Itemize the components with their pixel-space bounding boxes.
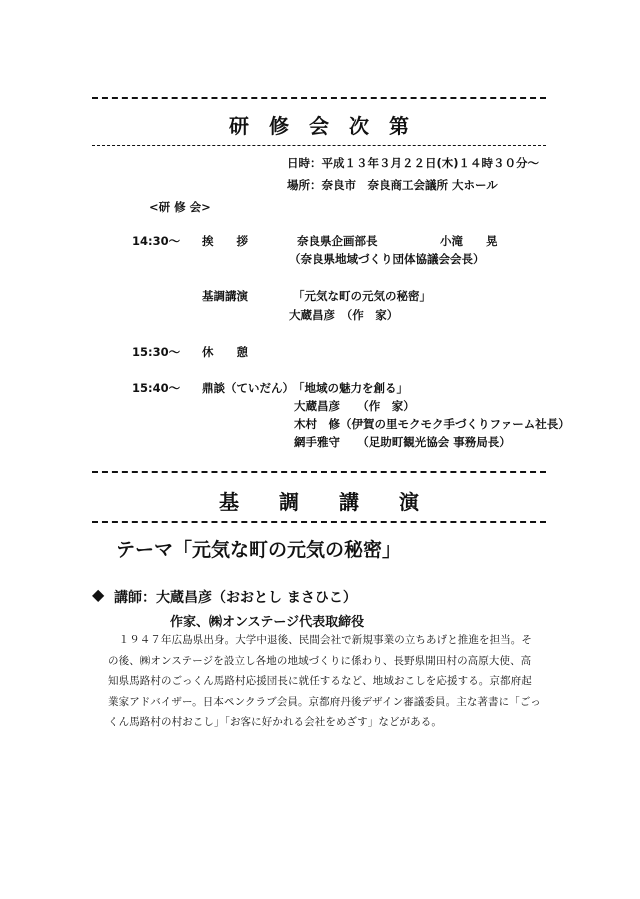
- schedule-time: 15:40～: [132, 381, 181, 395]
- panelist: 木村 修（伊賀の里モクモク手づくりファーム社長）: [294, 417, 570, 431]
- bio-line: くん馬路村の村おこし」「お客に好かれる会社をめざす」などがある。: [108, 716, 442, 728]
- bio-line: 知県馬路村のごっくん馬路村応援団長に就任するなど、地域おこしを応援する。京都府起: [108, 675, 532, 687]
- program-heading: 研 修 会 次 第: [229, 114, 409, 138]
- speaker-name: 小滝 晃: [440, 234, 498, 248]
- bio-line: １９４７年広島県出身。大学中退後、民間会社で新規事業の立ちあげと推進を担当。そ: [108, 634, 532, 646]
- event-venue: 場所：奈良市 奈良商工会議所 大ホール: [287, 178, 498, 192]
- bio-line: の後、㈱オンステージを設立し各地の地域づくりに係わり、長野県開田村の高原大使、高: [108, 654, 532, 667]
- lecturer-bio: [108, 630, 548, 733]
- keynote-heading: 基 調 講 演: [219, 490, 419, 514]
- panelist: 大蔵昌彦 （作 家）: [294, 399, 415, 413]
- lecture-theme: テーマ「元気な町の元気の秘密」: [116, 539, 402, 561]
- schedule-label: 挨 拶: [202, 234, 248, 248]
- lecturer-role: 作家、㈱オンステージ代表取締役: [170, 615, 365, 630]
- speaker-affiliation: （奈良県地域づくり団体協議会会長）: [289, 252, 485, 266]
- lecture-title: 「元気な町の元気の秘密」: [293, 289, 431, 303]
- keynote-divider-top: [92, 471, 546, 473]
- section-label: <研 修 会>: [149, 200, 211, 214]
- keynote-divider-bottom: [92, 521, 546, 523]
- schedule-time: 14:30～: [132, 234, 181, 248]
- speaker-org: 奈良県企画部長: [297, 234, 378, 248]
- top-divider: [92, 97, 546, 99]
- panelist: 網手雅守 （足助町観光協会 事務局長）: [294, 435, 511, 449]
- schedule-time: 15:30～: [132, 345, 181, 359]
- event-datetime: 日時：平成１３年３月２２日(木)１４時３０分～: [287, 156, 540, 170]
- diamond-bullet-icon: ◆: [92, 585, 105, 604]
- bio-line: 業家アドバイザー。日本ペンクラブ会員。京都府丹後デザイン審議委員。主な著書に「ごっ: [108, 695, 541, 708]
- schedule-label: 鼎談（ていだん）: [202, 381, 294, 395]
- talk-title: 「地域の魅力を創る」: [293, 381, 408, 395]
- heading-divider: [92, 145, 546, 146]
- lecturer-name: 講師：大蔵昌彦（おおとし まさひこ）: [114, 590, 357, 606]
- schedule-label: 基調講演: [202, 289, 248, 303]
- schedule-label: 休 憩: [202, 345, 248, 359]
- lecture-speaker: 大蔵昌彦 （作 家）: [289, 308, 399, 322]
